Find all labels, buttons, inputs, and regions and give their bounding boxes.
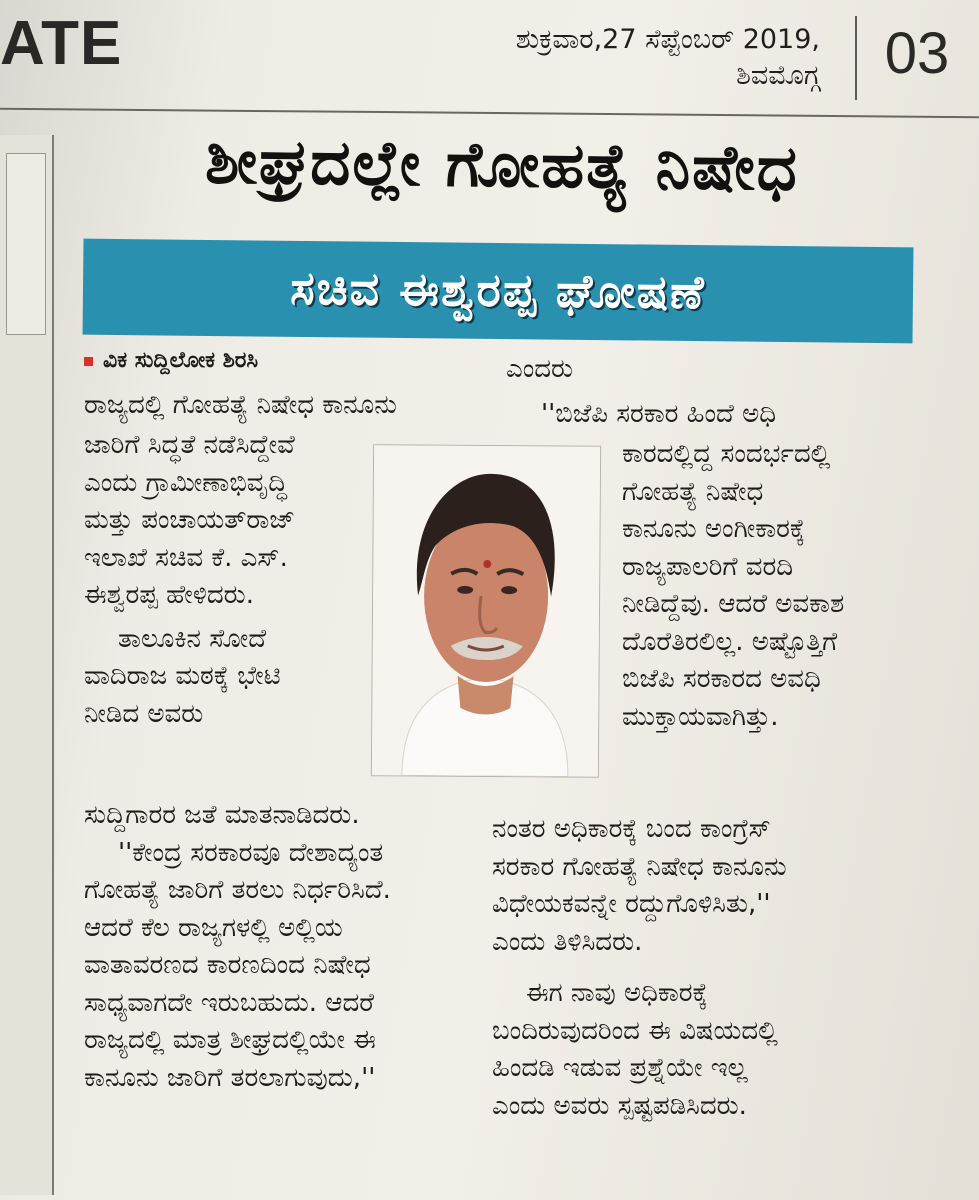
- right-text-column: [506, 354, 916, 394]
- article-line: ನೀಡಿದ್ದೆವು. ಆದರೆ ಅವಕಾಶ: [622, 589, 845, 619]
- left-column-beside-photo: [84, 427, 366, 733]
- article-line: ತಾಲೂಕಿನ ಸೋದೆ: [118, 623, 267, 654]
- article-line: ಎಂದು ಅವರು ಸ್ಪಷ್ಟಪಡಿಸಿದರು.: [492, 1090, 747, 1121]
- article-line: ಗೋಹತ್ಯೆ ನಿಷೇಧ: [622, 476, 764, 507]
- page-number: 03: [884, 21, 950, 86]
- article-line: ದೊರೆತಿರಲಿಲ್ಲ. ಅಷ್ಟೊತ್ತಿಗೆ: [622, 626, 838, 657]
- article-line: ''ಕೇಂದ್ರ ಸರಕಾರವೂ ದೇಶಾದ್ಯಂತ: [118, 837, 384, 868]
- byline-row: [84, 349, 366, 373]
- article-line: ಎಂದು ತಿಳಿಸಿದರು.: [492, 926, 643, 957]
- article-line: ಈಶ್ವರಪ್ಪ ಹೇಳಿದರು.: [84, 580, 254, 610]
- article-line: ಈಗ ನಾವು ಅಧಿಕಾರಕ್ಕೆ: [526, 978, 708, 1008]
- article-line: ''ಬಿಜೆಪಿ ಸರಕಾರ ಹಿಂದೆ ಅಧಿ: [541, 399, 777, 429]
- article-line: ಕಾನೂನು ಜಾರಿಗೆ ತರಲಾಗುವುದು,'': [84, 1062, 376, 1093]
- article-line: ಬಂದಿರುವುದರಿಂದ ಈ ವಿಷಯದಲ್ಲಿ: [492, 1015, 778, 1046]
- right-column-quote-start: [541, 396, 913, 434]
- article-line: ಕಾರದಲ್ಲಿದ್ದ ಸಂದರ್ಭದಲ್ಲಿ: [622, 439, 831, 469]
- article-line: ಎಂದರು: [506, 354, 574, 384]
- article-line: ಮುಕ್ತಾಯವಾಗಿತ್ತು.: [622, 701, 779, 732]
- article-line: ವಾತಾವರಣದ ಕಾರಣದಿಂದ ನಿಷೇಧ: [84, 950, 371, 980]
- article-line: ಕಾನೂನು ಅಂಗೀಕಾರಕ್ಕೆ: [622, 514, 806, 544]
- minister-photo: [371, 444, 601, 778]
- article-line: ಸರಕಾರ ಗೋಹತ್ಯೆ ನಿಷೇಧ ಕಾನೂನು: [492, 851, 787, 882]
- article-line: ಸುದ್ದಿಗಾರರ ಜತೆ ಮಾತನಾಡಿದರು.: [84, 800, 360, 830]
- right-column-beside-photo: [622, 436, 914, 736]
- subheadline-band: [83, 239, 914, 344]
- byline: ವಿಕ ಸುದ್ದಿಲೋಕ ಶಿರಸಿ: [103, 348, 259, 373]
- article-line: ಹಿಂದಡಿ ಇಡುವ ಪ್ರಶ್ನೆಯೇ ಇಲ್ಲ: [492, 1053, 748, 1083]
- article-line: ಮತ್ತು ಪಂಚಾಯತ್‌ರಾಜ್: [84, 505, 296, 535]
- article-line: ಸಾಧ್ಯವಾಗದೇ ಇರುಬಹುದು. ಆದರೆ: [84, 987, 375, 1018]
- adjacent-column-edge: [0, 135, 54, 1195]
- edition-city: ಶಿವಮೊಗ್ಗ: [736, 60, 820, 91]
- left-column-below-photo: [84, 797, 476, 1097]
- article-line: ಬಿಜೆಪಿ ಸರಕಾರದ ಅವಧಿ: [622, 664, 821, 694]
- article-line: ನಂತರ ಅಧಿಕಾರಕ್ಕೆ ಬಂದ ಕಾಂಗ್ರೆಸ್: [492, 814, 771, 844]
- masthead-fragment: ATE: [0, 9, 123, 78]
- article-line: ಇಲಾಖೆ ಸಚಿವ ಕೆ. ಎಸ್.: [84, 542, 288, 573]
- portrait-illustration: [372, 445, 600, 777]
- article-line: ರಾಜ್ಯಪಾಲರಿಗೆ ವರದಿ: [622, 551, 794, 582]
- byline-marker-icon: [84, 357, 93, 366]
- masthead-divider: [855, 16, 857, 100]
- article-line: ಎಂದು ಗ್ರಾಮೀಣಾಭಿವೃದ್ಧಿ: [84, 467, 288, 498]
- masthead-rule: [0, 108, 979, 119]
- article-subheadline: ಸಚಿವ ಈಶ್ವರಪ್ಪ ಘೋಷಣೆ: [290, 260, 706, 320]
- article-headline: ಶೀಘ್ರದಲ್ಲೇ ಗೋಹತ್ಯೆ ನಿಷೇಧ: [204, 124, 800, 205]
- article-line: ನೀಡಿದ ಅವರು: [84, 698, 204, 729]
- left-column-wide-top: [84, 387, 494, 425]
- article-line: ರಾಜ್ಯದಲ್ಲಿ ಗೋಹತ್ಯೆ ನಿಷೇಧ ಕಾನೂನು: [84, 390, 397, 420]
- article-line: ರಾಜ್ಯದಲ್ಲಿ ಮಾತ್ರ ಶೀಘ್ರದಲ್ಲಿಯೇ ಈ: [84, 1025, 376, 1055]
- adjacent-column-box: [6, 153, 46, 335]
- right-column-bottom: [492, 811, 912, 1125]
- date-text: ಶುಕ್ರವಾರ,27 ಸೆಪ್ಟೆಂಬರ್ 2019,: [515, 24, 820, 55]
- dateline: [440, 22, 820, 94]
- article-line: ಗೋಹತ್ಯೆ ಜಾರಿಗೆ ತರಲು ನಿರ್ಧರಿಸಿದೆ.: [84, 875, 391, 905]
- left-text-column: [84, 349, 366, 385]
- article-line: ವಾದಿರಾಜ ಮಠಕ್ಕೆ ಭೇಟಿ: [84, 661, 281, 691]
- article-line: ಜಾರಿಗೆ ಸಿದ್ಧತೆ ನಡೆಸಿದ್ದೇವೆ: [84, 430, 295, 460]
- article-line: ವಿಧೇಯಕವನ್ನೇ ರದ್ದುಗೊಳಿಸಿತು,'': [492, 889, 771, 919]
- article-line: ಆದರೆ ಕೆಲ ರಾಜ್ಯಗಳಲ್ಲಿ ಅಲ್ಲಿಯ: [84, 912, 343, 943]
